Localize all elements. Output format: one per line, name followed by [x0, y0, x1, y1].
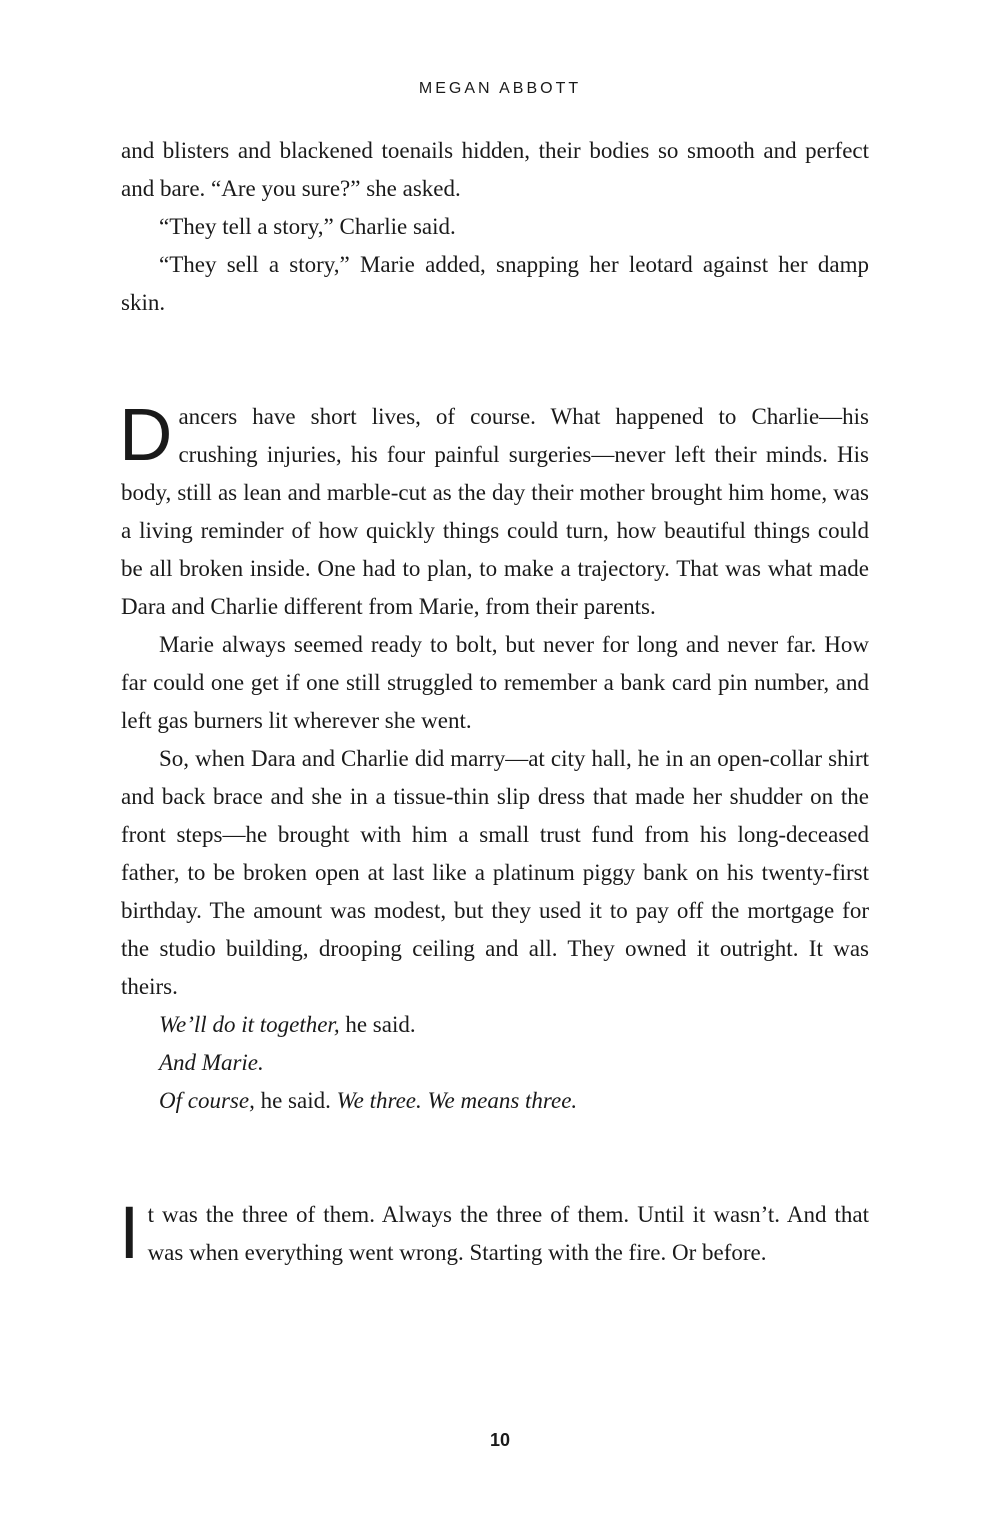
section-break: [121, 322, 869, 398]
paragraph-text: t was the three of them. Always the three of them. Until it wasn’t. And that was when everything went wrong. Starting with the fire. Or before.: [147, 1202, 869, 1265]
paragraph-dropcap-d: [119, 393, 869, 626]
italic-text: And Marie.: [159, 1050, 264, 1075]
paragraph: “They tell a story,” Charlie said.: [159, 214, 456, 239]
paragraph-dropcap-i: [119, 1191, 869, 1274]
plain-text: he said.: [254, 1088, 337, 1113]
italic-text: We three. We means three.: [336, 1088, 578, 1113]
paragraph: “They sell a story,” Marie added, snapping her leotard against her damp skin.: [121, 252, 869, 315]
dialogue-line: [121, 1082, 869, 1120]
section-break: [121, 1120, 869, 1196]
page-body: [121, 132, 869, 1272]
paragraph: So, when Dara and Charlie did marry—at city hall, he in an open-collar shirt and back brace and she in a tissue-thin slip dress that made her shudder on the front steps—he brought with him a small trust fund from his long-deceased father, to be broken open at last like a platinum piggy bank on his twenty-first birthday. The amount was modest, but they used it to pay off the mortgage for the studio building, drooping ceiling and all. They owned it outright. It was theirs.: [121, 746, 869, 999]
page-number: 10: [489, 1430, 511, 1450]
italic-text: Of course,: [159, 1088, 255, 1113]
drop-cap: D: [119, 393, 173, 476]
italic-text: We’ll do it together,: [159, 1012, 340, 1037]
running-head: MEGAN ABBOTT: [418, 80, 582, 97]
drop-cap: I: [119, 1191, 140, 1274]
paragraph-text: ancers have short lives, of course. What happened to Charlie—his crushing injuries, his four painful surgeries—never left their minds. His body, still as lean and marble-cut as the day their mother brought him home, was a living reminder of how quickly things could turn, how beautiful things could be all broken inside. One had to plan, to make a trajectory. That was what made Dara and Charlie different from Marie, from their parents.: [121, 404, 869, 619]
dialogue-line: [121, 1044, 869, 1082]
paragraph: Marie always seemed ready to bolt, but never for long and never far. How far could one get if one still struggled to remember a bank card pin number, and left gas burners lit wherever she went.: [121, 632, 869, 733]
paragraph: and blisters and blackened toenails hidden, their bodies so smooth and perfect and bare. “Are you sure?” she asked.: [121, 138, 869, 201]
plain-text: he said.: [339, 1012, 416, 1037]
dialogue-line: [121, 1006, 869, 1044]
